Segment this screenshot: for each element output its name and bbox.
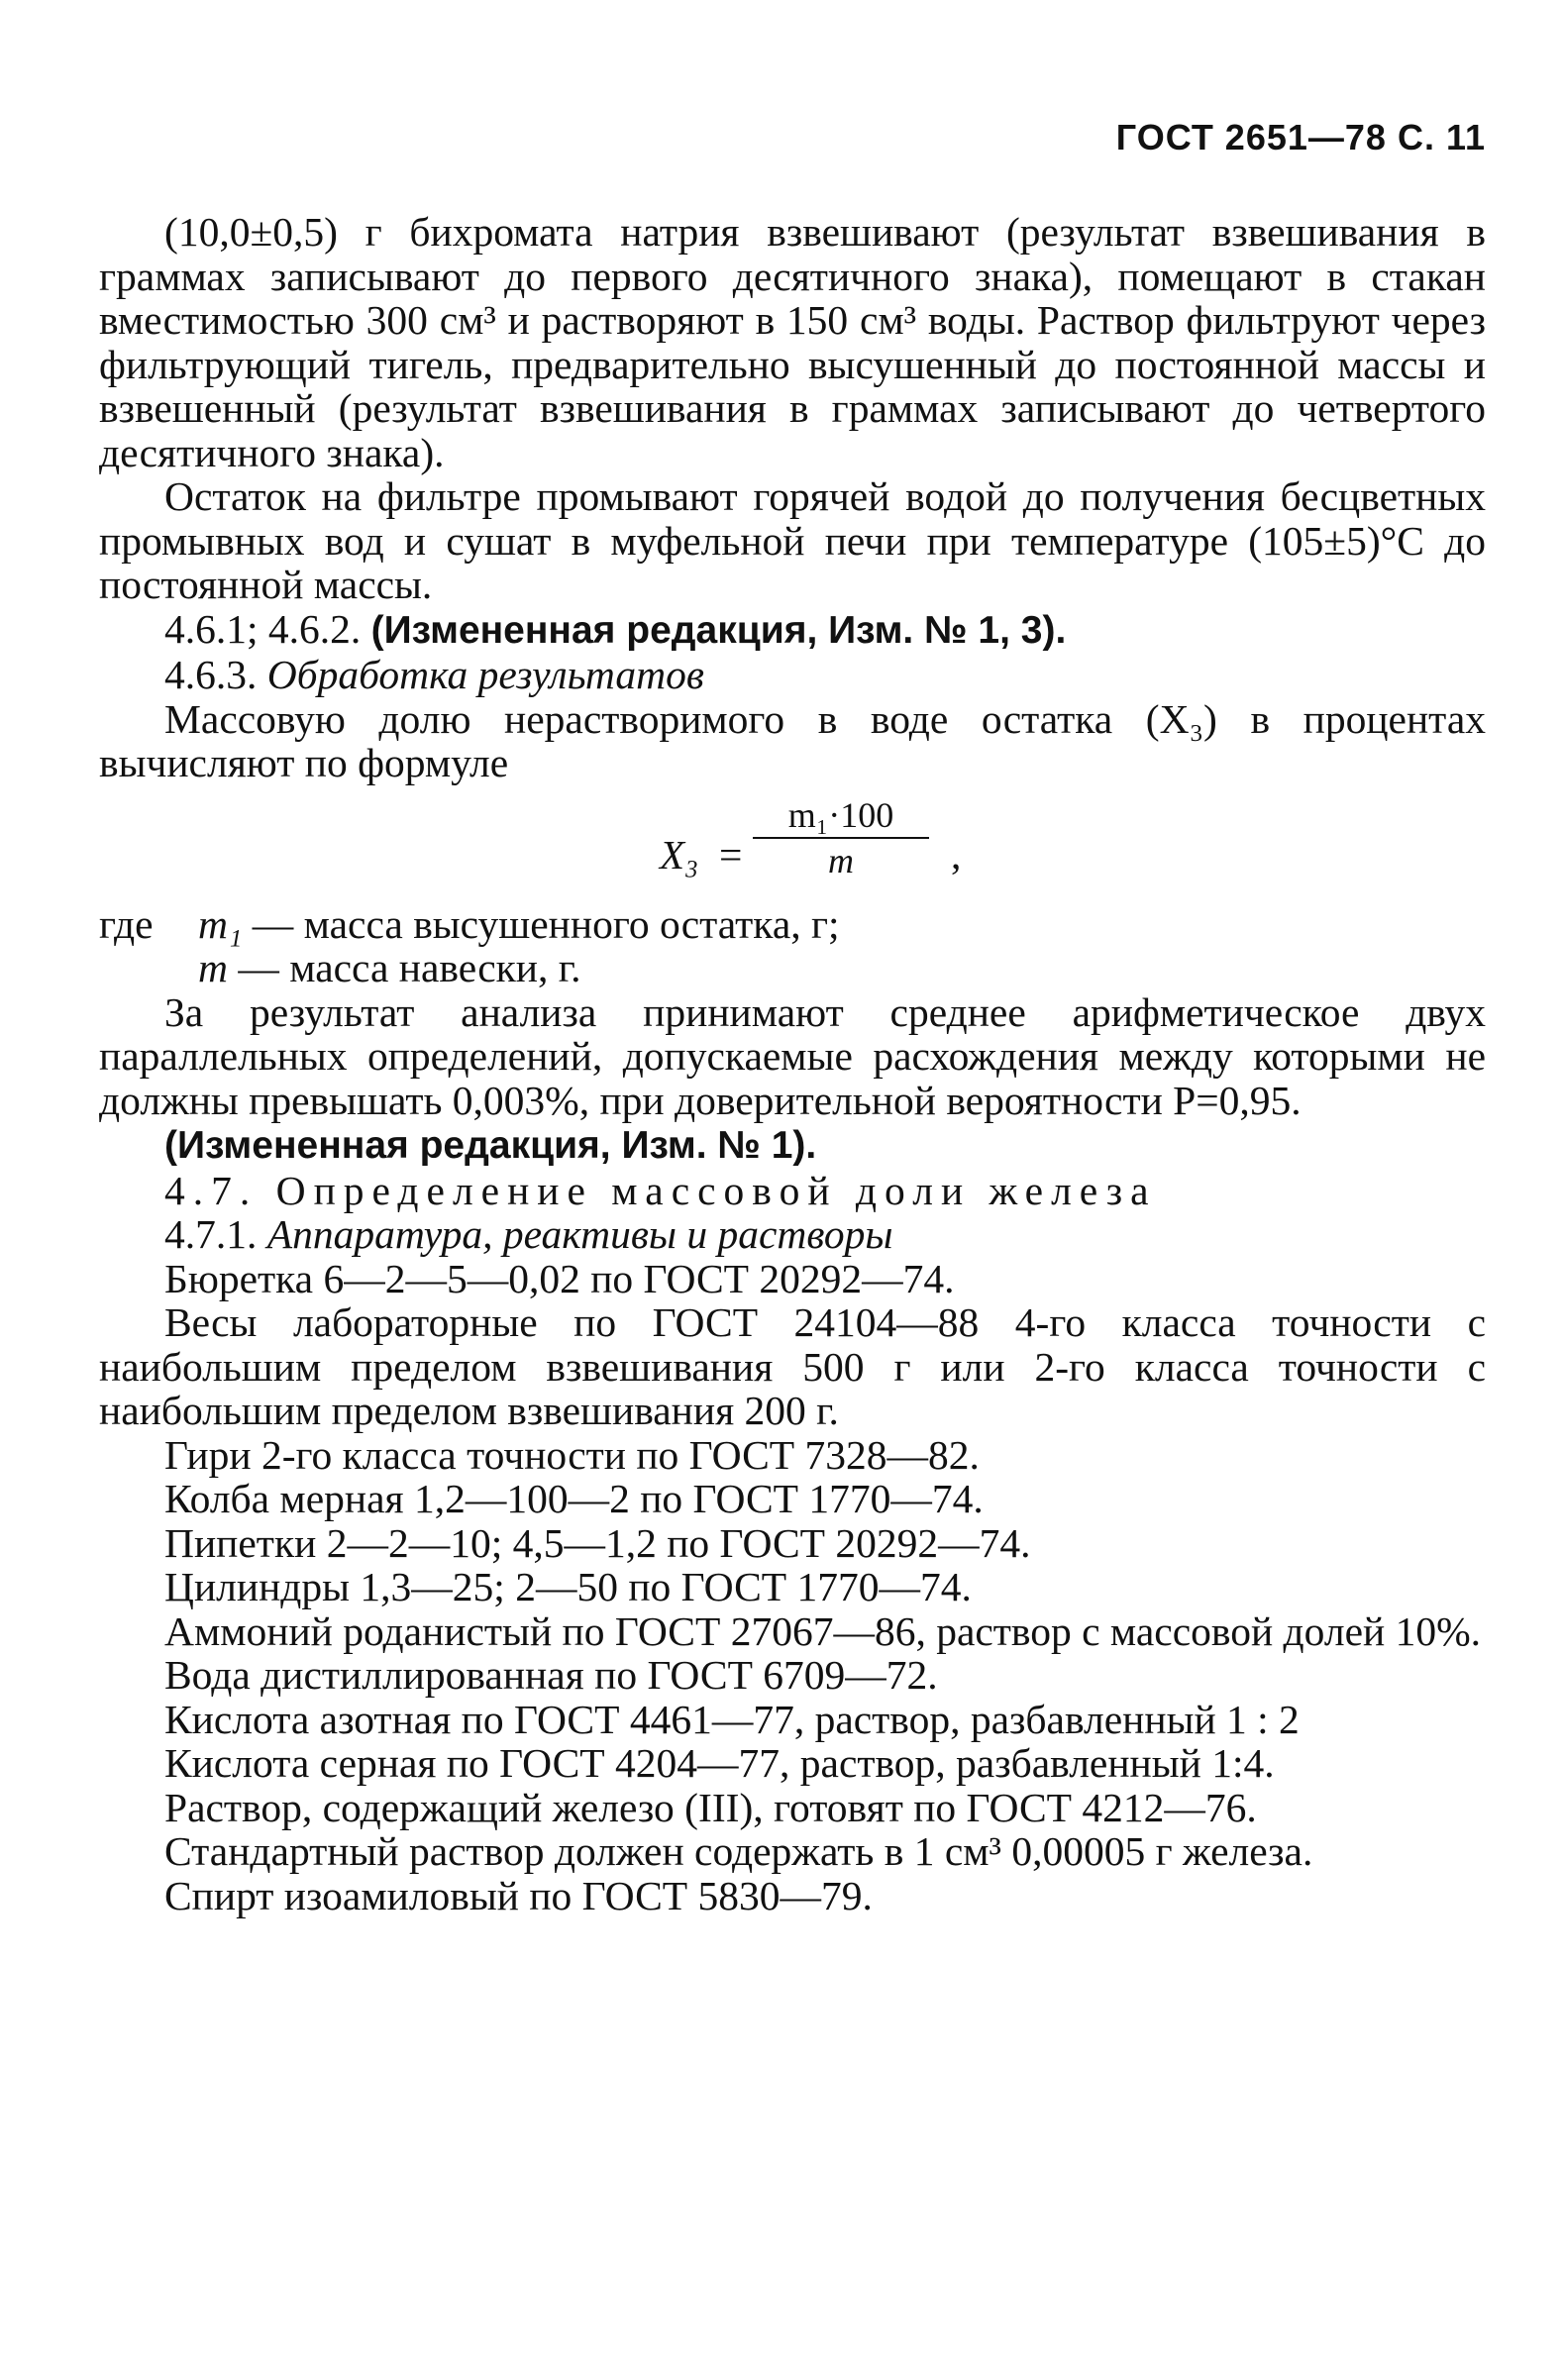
item-burette: Бюретка 6—2—5—0,02 по ГОСТ 20292—74.: [164, 1255, 955, 1301]
formula-denominator: m: [828, 840, 854, 880]
item-weights: Гири 2-го класса точности по ГОСТ 7328—82.: [164, 1431, 980, 1478]
formula-equals: =: [719, 831, 743, 878]
item-scales: Весы лабораторные по ГОСТ 24104—88 4-го класса точности с наибольшим пределом взвешивания 500 г или 2-го класса точности с наибольшим пределом взвешивания 200 г.: [99, 1299, 1486, 1433]
section-ref: 4.6.1; 4.6.2.: [164, 605, 371, 652]
item-cylinders: Цилиндры 1,3—25; 2—50 по ГОСТ 1770—74.: [164, 1564, 972, 1609]
section-4-7-heading: 4.7. Определение массовой доли железа: [164, 1167, 1157, 1213]
section-number: 4.7.1.: [164, 1211, 267, 1257]
paragraph-amendment-461-462: [99, 607, 1486, 654]
item-ammonium-thiocyanate: Аммоний роданистый по ГОСТ 27067—86, раствор с массовой долей 10%.: [164, 1607, 1482, 1654]
item-sulfuric-acid: Кислота серная по ГОСТ 4204—77, раствор, разбавленный 1:4.: [164, 1740, 1275, 1786]
legend-where: где: [99, 900, 154, 947]
item-distilled-water: Вода дистиллированная по ГОСТ 6709—72.: [164, 1652, 938, 1698]
document-body: [99, 210, 1486, 1917]
formula-fraction: [753, 795, 929, 880]
section-number: 4.6.3.: [164, 652, 267, 697]
section-title: Аппаратура, реактивы и растворы: [266, 1211, 893, 1257]
legend-row-m1: [99, 902, 1486, 947]
item-flask: Колба мерная 1,2—100—2 по ГОСТ 1770—74.: [164, 1476, 984, 1521]
paragraph-filter-residue: Остаток на фильтре промывают горячей водой до получения бесцветных промывных вод и сушат в муфельной печи при температуре (105±5)°С до постоянной массы.: [99, 473, 1486, 607]
amendment-note: (Измененная редакция, Изм. № 1).: [164, 1124, 817, 1167]
page-header: ГОСТ 2651—78 С. 11: [1115, 117, 1486, 157]
section-title: Обработка результатов: [266, 652, 704, 697]
item-isoamyl-alcohol: Спирт изоамиловый по ГОСТ 5830—79.: [164, 1872, 873, 1918]
legend-text-m: — масса навески, г.: [227, 945, 581, 990]
legend-symbol-m1: m₁: [198, 900, 243, 947]
formula-lhs: X₃: [660, 831, 699, 878]
formula-legend: [99, 902, 1486, 990]
section-4-7-1-heading: [99, 1212, 1486, 1257]
item-iron-solution: Раствор, содержащий железо (III), готовят по ГОСТ 4212—76.: [164, 1784, 1257, 1830]
item-nitric-acid: Кислота азотная по ГОСТ 4461—77, раствор, разбавленный 1 : 2: [164, 1696, 1300, 1742]
item-pipettes: Пипетки 2—2—10; 4,5—1,2 по ГОСТ 20292—74.: [164, 1519, 1031, 1566]
paragraph-amendment-1: [99, 1122, 1486, 1169]
item-standard-solution: Стандартный раствор должен содержать в 1 см³ 0,00005 г железа.: [164, 1828, 1313, 1874]
legend-symbol-m: m: [198, 945, 228, 990]
paragraph-mass-fraction-intro: Массовую долю нерастворимого в воде остатка (X₃) в процентах вычисляют по формуле: [99, 695, 1486, 785]
formula-x3: [99, 785, 1486, 902]
paragraph-result-average: За результат анализа принимают среднее арифметическое двух параллельных определений, допускаемые расхождения между которыми не должны превышать 0,003%, при доверительной вероятности P=0,95.: [99, 988, 1486, 1123]
legend-text-m1: — масса высушенного остатка, г;: [242, 900, 840, 947]
section-4-6-3-heading: [99, 653, 1486, 697]
formula-numerator: m₁·100: [753, 795, 929, 839]
legend-row-m: [99, 946, 1486, 990]
paragraph-sodium-dichromate: (10,0±0,5) г бихромата натрия взвешивают (результат взвешивания в граммах записывают до первого десятичного знака), помещают в стакан вместимостью 300 см³ и растворяют в 150 см³ воды. Раствор фильтруют через фильтрующий тигель, предварительно высушенный до постоянной массы и взвешенный (результат взвешивания в граммах записывают до четвертого десятичного знака).: [99, 209, 1486, 475]
amendment-note: (Измененная редакция, Изм. № 1, 3).: [370, 608, 1067, 652]
formula-comma: ,: [951, 831, 962, 878]
